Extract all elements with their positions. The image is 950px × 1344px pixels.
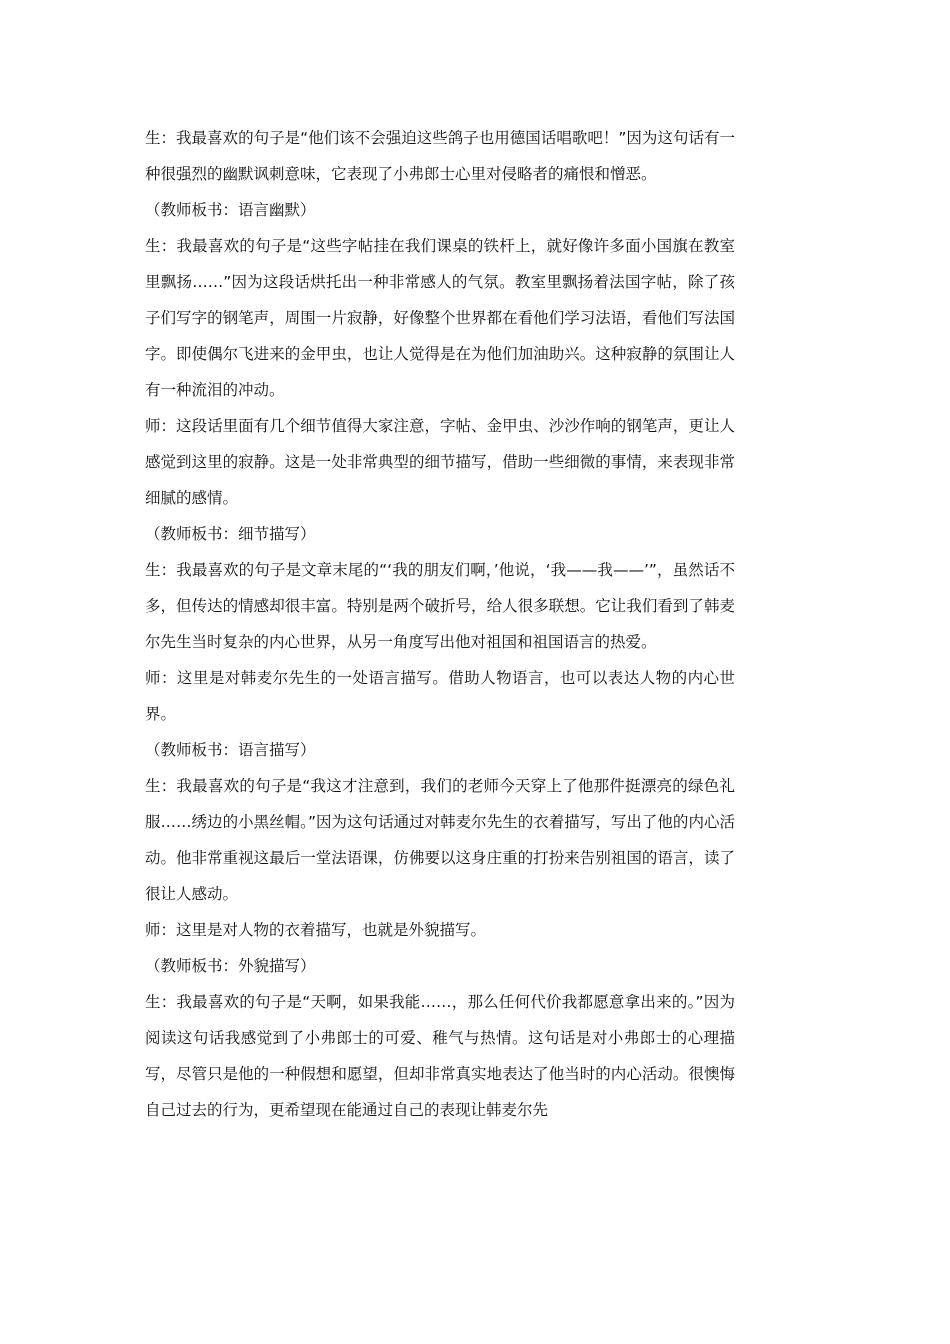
student-paragraph: 生：我最喜欢的句子是文章末尾的“‘我的朋友们啊，’他说，‘我——我——’”，虽然话不多，但传达的情感却很丰富。特别是两个破折号，给人很多联想。它让我们看到了韩麦尔先生当时复杂的内心世界，从另一角度写出他对祖国和祖国语言的热爱。 — [145, 561, 735, 651]
document-body — [145, 120, 735, 1128]
blackboard-note: （教师板书：细节描写） — [145, 525, 316, 543]
teacher-paragraph: 师：这里是对韩麦尔先生的一处语言描写。借助人物语言，也可以表达人物的内心世界。 — [145, 669, 735, 723]
teacher-paragraph: 师：这里是对人物的衣着描写，也就是外貌描写。 — [145, 921, 487, 939]
teacher-paragraph: 师：这段话里面有几个细节值得大家注意，字帖、金甲虫、沙沙作响的钢笔声，更让人感觉到这里的寂静。这是一处非常典型的细节描写，借助一些细微的事情，来表现非常细腻的感情。 — [145, 417, 735, 507]
student-paragraph: 生：我最喜欢的句子是“天啊，如果我能……，那么任何代价我都愿意拿出来的。”因为阅读这句话我感觉到了小弗郎士的可爱、稚气与热情。这句话是对小弗郎士的心理描写，尽管只是他的一种假想和愿望，但却非常真实地表达了他当时的内心活动。很懊悔自己过去的行为，更希望现在能通过自己的表现让韩麦尔先 — [145, 993, 735, 1119]
student-paragraph: 生：我最喜欢的句子是“这些字帖挂在我们课桌的铁杆上，就好像许多面小国旗在教室里飘扬……”因为这段话烘托出一种非常感人的气氛。教室里飘扬着法国字帖，除了孩子们写字的钢笔声，周围一片寂静，好像整个世界都在看他们学习法语，看他们写法国字。即使偶尔飞进来的金甲虫，也让人觉得是在为他们加油助兴。这种寂静的氛围让人有一种流泪的冲动。 — [145, 237, 735, 399]
student-paragraph: 生：我最喜欢的句子是“他们该不会强迫这些鸽子也用德国话唱歌吧！”因为这句话有一种很强烈的幽默讽刺意味，它表现了小弗郎士心里对侵略者的痛恨和憎恶。 — [145, 129, 735, 183]
blackboard-note: （教师板书：语言幽默） — [145, 201, 316, 219]
blackboard-note: （教师板书：语言描写） — [145, 741, 316, 759]
student-paragraph: 生：我最喜欢的句子是“我这才注意到，我们的老师今天穿上了他那件挺漂亮的绿色礼服……绣边的小黑丝帽。”因为这句话通过对韩麦尔先生的衣着描写，写出了他的内心活动。他非常重视这最后一堂法语课，仿佛要以这身庄重的打扮来告别祖国的语言，读了很让人感动。 — [145, 777, 735, 903]
blackboard-note: （教师板书：外貌描写） — [145, 957, 316, 975]
